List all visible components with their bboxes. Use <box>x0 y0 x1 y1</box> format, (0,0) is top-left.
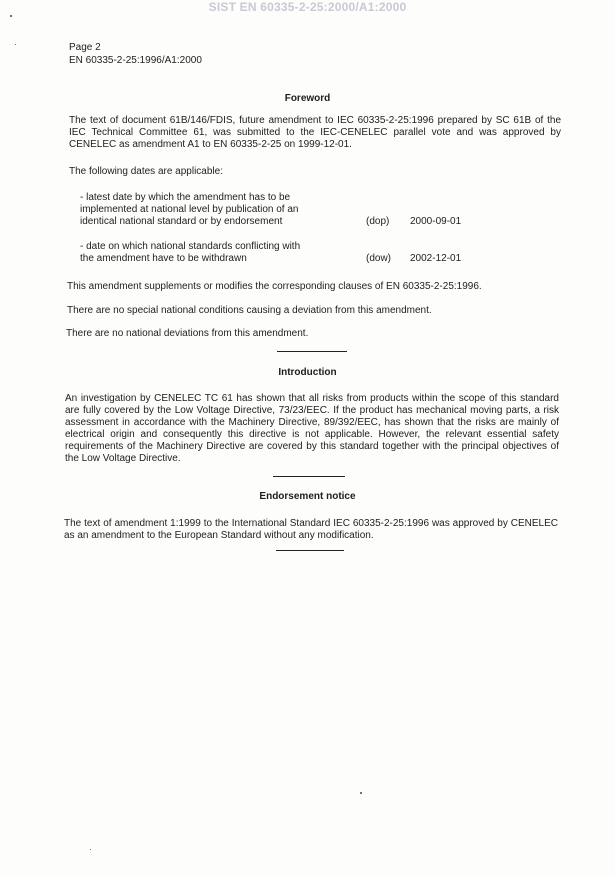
scan-speck <box>90 849 91 850</box>
page-header <box>69 41 202 67</box>
section-divider <box>277 351 347 352</box>
dates-intro: The following dates are applicable: <box>69 166 223 177</box>
foreword-paragraph: The text of document 61B/146/FDIS, future amendment to IEC 60335-2-25:1996 prepared by SC 61B of the IEC Technical Committee 61, was submitted to the IEC-CENELEC parallel vote and was approved by CENELEC as amendment A1 to EN 60335-2-25 on 1999-12-01. <box>69 115 561 150</box>
date-row-dop <box>80 192 480 228</box>
supplement-statement: This amendment supplements or modifies the corresponding clauses of EN 60335-2-25:1996. <box>67 281 482 292</box>
endorsement-heading: Endorsement notice <box>259 491 356 502</box>
introduction-heading: Introduction <box>278 367 337 378</box>
date-description: - latest date by which the amendment has to be implemented at national level by publication of an identical national standard or by endorsement <box>80 192 299 227</box>
section-divider <box>276 550 344 551</box>
date-code: (dop) <box>366 216 390 227</box>
date-description: - date on which national standards conflicting with the amendment have to be withdrawn <box>80 241 301 264</box>
date-value: 2000-09-01 <box>410 216 462 227</box>
scan-speck <box>360 792 362 794</box>
date-row-dow <box>80 241 480 265</box>
scan-speck <box>15 44 16 45</box>
endorsement-paragraph: The text of amendment 1:1999 to the International Standard IEC 60335-2-25:1996 was approved by CENELEC as an amendment to the European Standard without any modification. <box>64 518 558 541</box>
date-value: 2002-12-01 <box>410 253 462 264</box>
scan-speck <box>10 15 12 17</box>
page-number: Page 2 <box>69 42 101 53</box>
introduction-paragraph: An investigation by CENELEC TC 61 has shown that all risks from products within the scope of this standard are fully covered by the Low Voltage Directive, 73/23/EEC. If the product has mechanical moving parts, a risk assessment in accordance with the Machinery Directive, 89/392/EEC, has shown that the risks are mainly of electrical origin and consequently this directive is not applicable. However, the relevant essential safety requirements of the Machinery Directive are covered by this standard together with the principal objectives of the Low Voltage Directive. <box>65 393 559 464</box>
watermark: SIST EN 60335-2-25:2000/A1:2000 <box>208 0 407 14</box>
document-reference: EN 60335-2-25:1996/A1:2000 <box>69 55 202 66</box>
national-deviations-statement: There are no national deviations from this amendment. <box>66 328 309 339</box>
special-conditions-statement: There are no special national conditions causing a deviation from this amendment. <box>67 305 432 316</box>
section-divider <box>273 476 345 477</box>
date-code: (dow) <box>366 253 392 264</box>
foreword-heading: Foreword <box>284 93 331 104</box>
